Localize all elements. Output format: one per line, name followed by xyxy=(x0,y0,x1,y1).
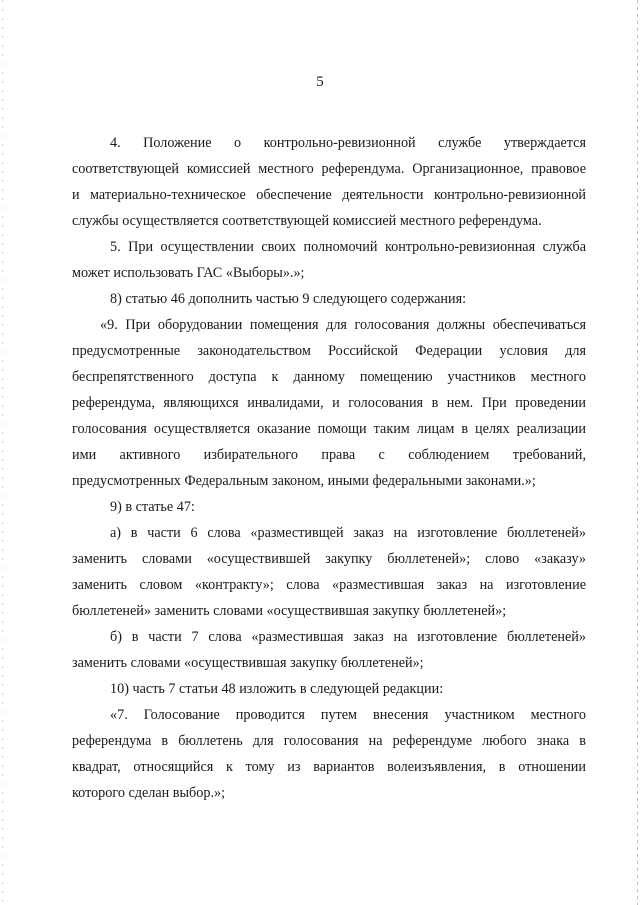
text-line: заменить словом «контракту»; слова «разместившая заказ на изготовление xyxy=(72,577,586,593)
text-line: заменить словами «осуществившей закупку бюллетеней»; слово «заказу» xyxy=(72,551,586,567)
text-line: может использовать ГАС «Выборы».»; xyxy=(72,265,305,281)
text-line: 4. Положение о контрольно-ревизионной службе утверждается xyxy=(110,135,586,151)
text-line: 5. При осуществлении своих полномочий контрольно-ревизионная служба xyxy=(110,239,586,255)
text-line: службы осуществляется соответствующей комиссией местного референдума. xyxy=(72,213,542,229)
text-line: которого сделан выбор.»; xyxy=(72,785,226,801)
paragraph-item-8 xyxy=(72,286,586,312)
page-number: 5 xyxy=(316,74,324,90)
text-line: референдума в бюллетень для голосования на референдуме любого знака в xyxy=(72,733,586,749)
text-line: заменить словами «осуществившая закупку бюллетеней»; xyxy=(72,655,424,671)
text-line: соответствующей комиссией местного референдума. Организационное, правовое xyxy=(72,161,586,177)
text-line: 9) в статье 47: xyxy=(110,499,195,515)
text-line: голосования осуществляется оказание помощи таким лицам в целях реализации xyxy=(72,421,586,437)
paragraph-subitem-a xyxy=(72,520,586,624)
text-line: беспрепятственного доступа к данному помещению участников местного xyxy=(72,369,586,385)
paragraph-5 xyxy=(72,234,586,286)
text-line: предусмотренные законодательством Российской Федерации условия для xyxy=(72,343,586,359)
paragraph-4 xyxy=(72,130,586,234)
paragraph-quote-7 xyxy=(72,702,586,806)
text-line: 10) часть 7 статьи 48 изложить в следующей редакции: xyxy=(110,681,444,697)
paragraph-subitem-b xyxy=(72,624,586,676)
text-line: а) в части 6 слова «разместивщей заказ на изготовление бюллетеней» xyxy=(110,525,586,541)
scan-edge-right xyxy=(637,0,638,905)
document-body xyxy=(72,130,586,806)
text-line: бюллетеней» заменить словами «осуществившая закупку бюллетеней»; xyxy=(72,603,507,619)
text-line: «7. Голосование проводится путем внесения участником местного xyxy=(110,707,586,723)
text-line: б) в части 7 слова «разместившая заказ на изготовление бюллетеней» xyxy=(110,629,586,645)
text-line: 8) статью 46 дополнить частью 9 следующего содержания: xyxy=(110,291,467,307)
paragraph-quote-9 xyxy=(72,312,586,494)
scan-edge-left xyxy=(2,0,3,905)
text-line: и материально-техническое обеспечение деятельности контрольно-ревизионной xyxy=(72,187,586,203)
text-line: предусмотренных Федеральным законом, иными федеральными законами.»; xyxy=(72,473,536,489)
text-line: квадрат, относящийся к тому из вариантов волеизъявления, в отношении xyxy=(72,759,586,775)
text-line: референдума, являющихся инвалидами, и голосования в нем. При проведении xyxy=(72,395,586,411)
paragraph-item-10 xyxy=(72,676,586,702)
text-line: ими активного избирательного права с соблюдением требований, xyxy=(72,447,586,463)
paragraph-item-9 xyxy=(72,494,586,520)
text-line: «9. При оборудовании помещения для голосования должны обеспечиваться xyxy=(100,317,586,333)
